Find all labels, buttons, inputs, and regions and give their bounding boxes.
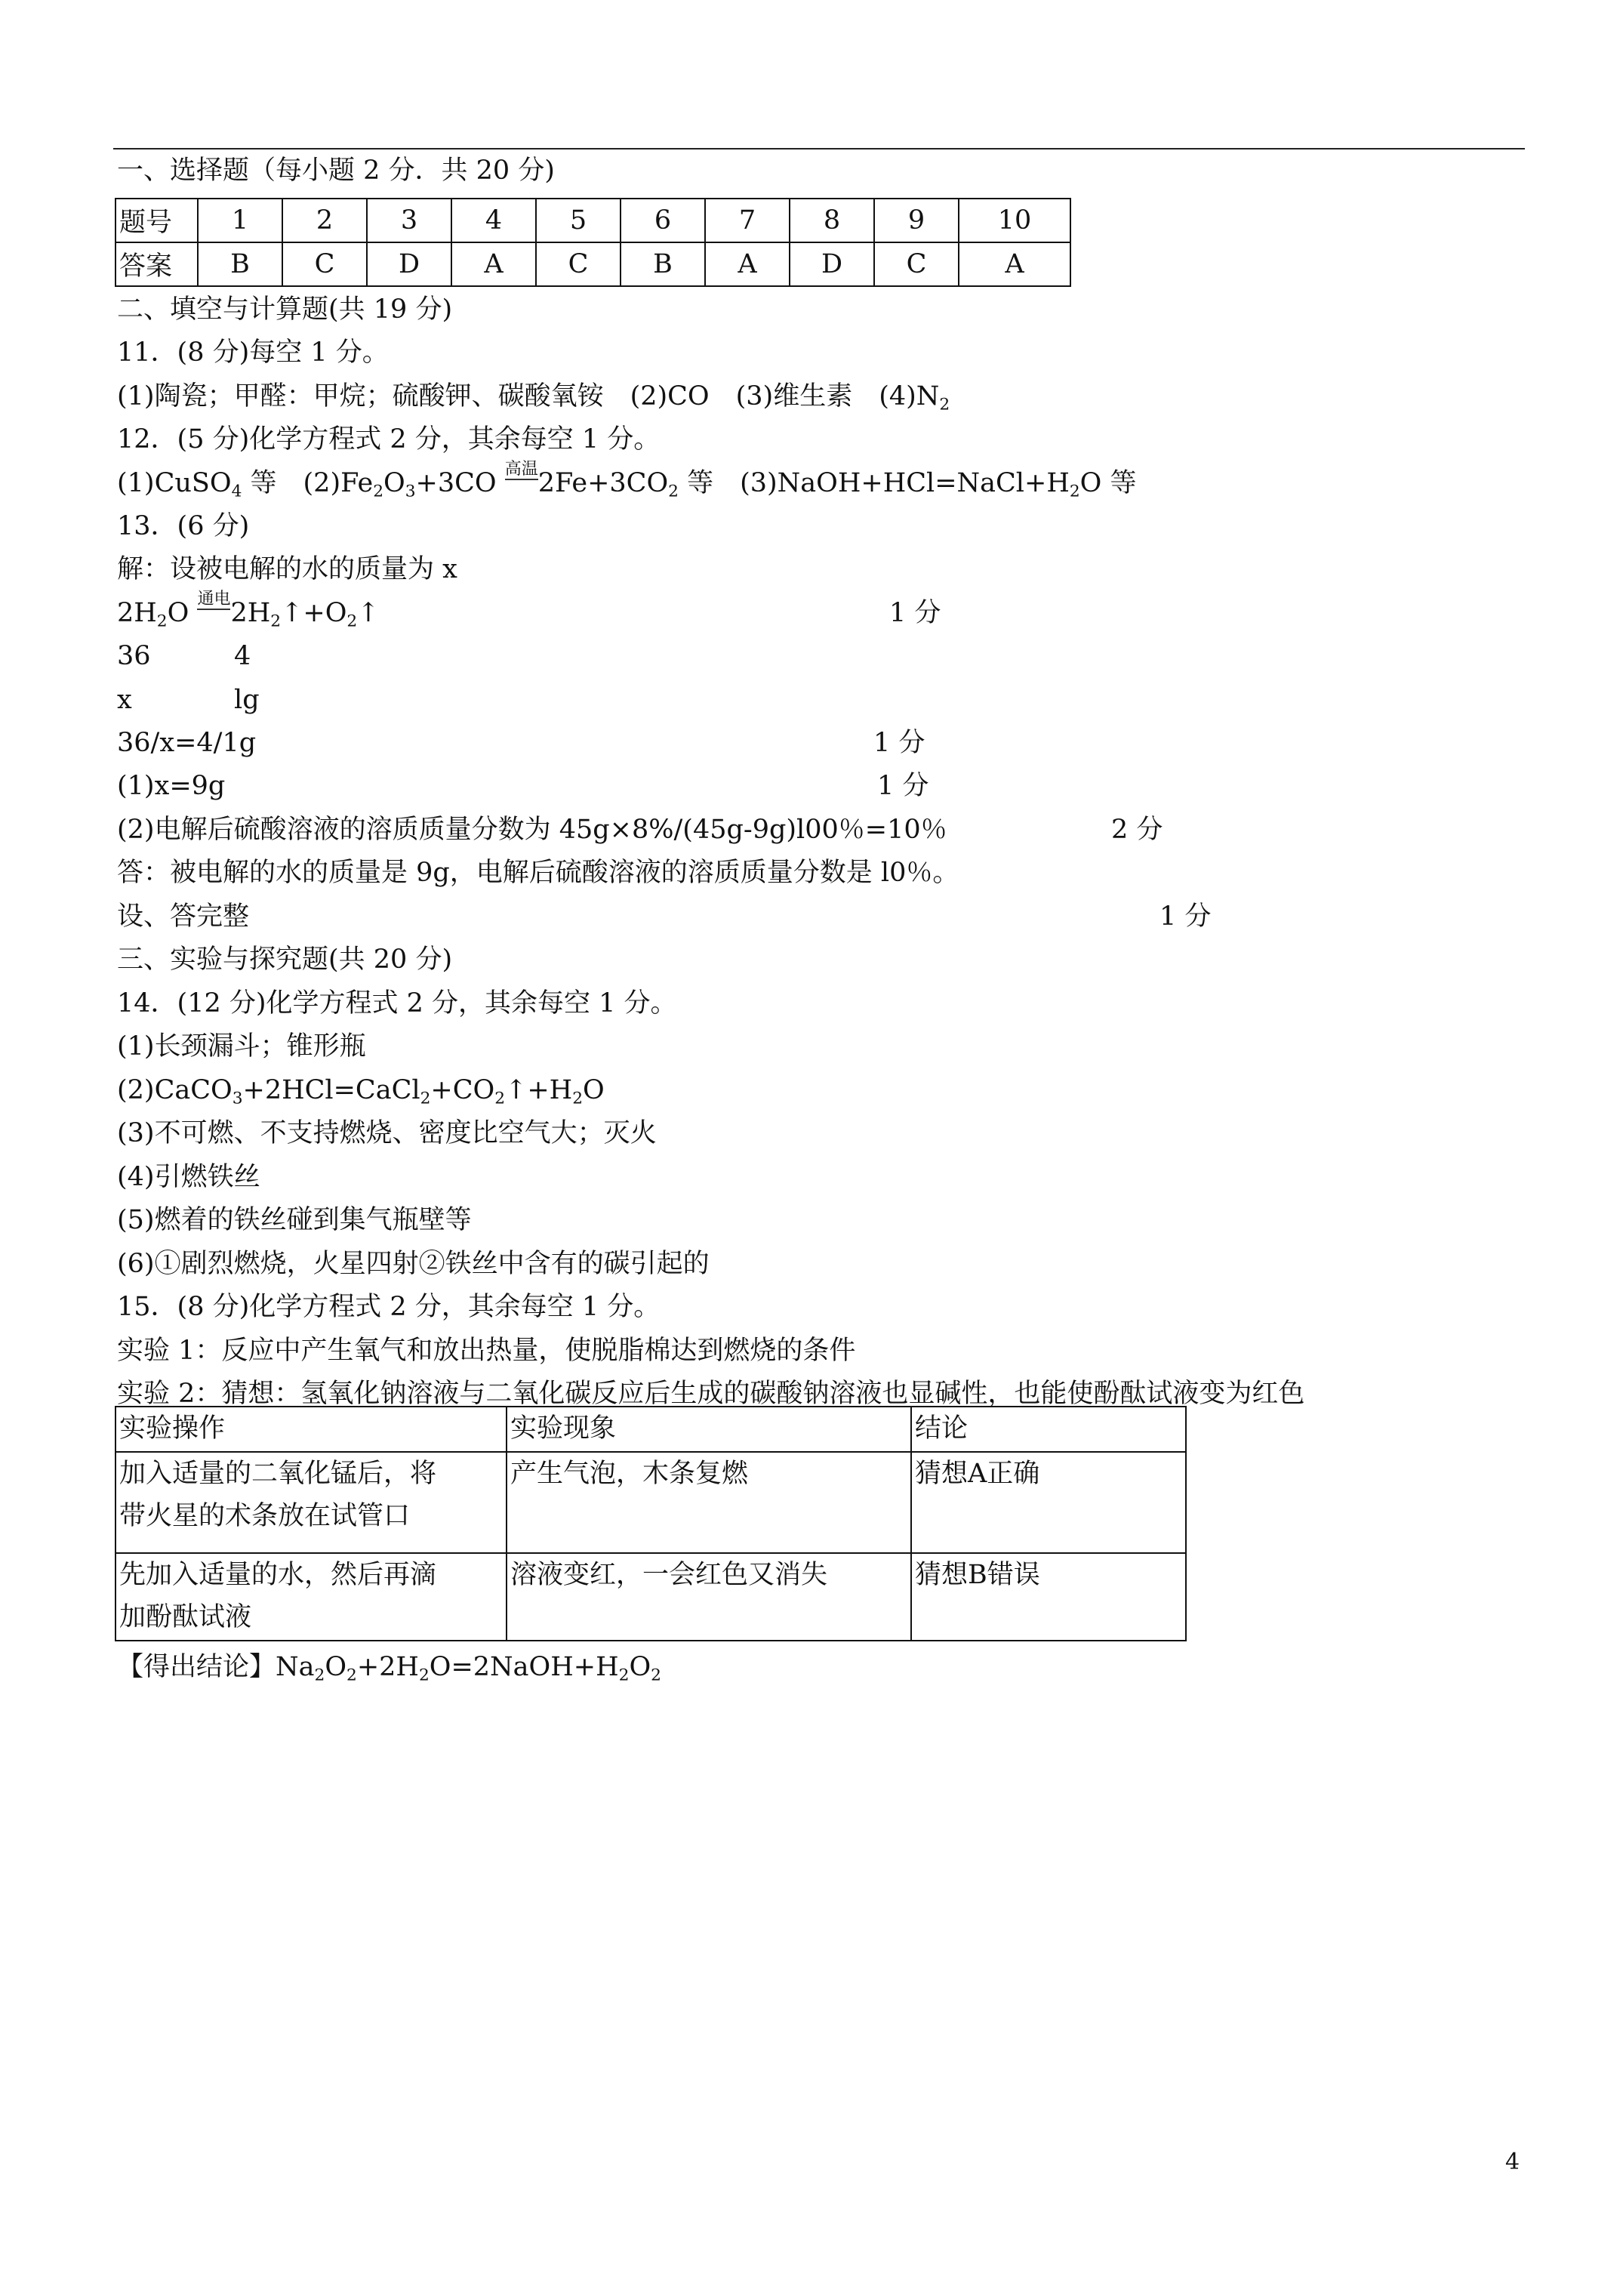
table-row	[115, 1553, 1186, 1641]
q14-header: 14．(12 分)化学方程式 2 分，其余每空 1 分。	[117, 988, 677, 1019]
question-number: 5	[536, 199, 621, 242]
table-row	[115, 1452, 1186, 1553]
q14-answer-1: (1)长颈漏斗；锥形瓶	[117, 1031, 366, 1062]
answer-cell: D	[790, 242, 874, 286]
question-number: 7	[705, 199, 790, 242]
q13-result-1: (1)x=9g	[117, 771, 226, 801]
q13-completeness: 设、答完整	[117, 901, 250, 932]
q13-mass-36: 36	[117, 641, 151, 671]
answer-table	[115, 198, 1071, 287]
score-mark: 1 分	[1160, 901, 1212, 932]
question-number: 6	[621, 199, 705, 242]
question-number: 1	[198, 199, 282, 242]
row-label-number: 题号	[115, 199, 198, 242]
page-number: 4	[1505, 2149, 1520, 2175]
q15-experiment-1: 实验 1：反应中产生氧气和放出热量，使脱脂棉达到燃烧的条件	[117, 1336, 856, 1366]
score-mark: 1 分	[877, 771, 929, 801]
answer-cell: B	[198, 242, 282, 286]
q12-header: 12．(5 分)化学方程式 2 分，其余每空 1 分。	[117, 424, 661, 455]
q12-answer: (1)CuSO$_4$ 等 $(2)Fe_2O_3+3CO$ 高温 $2Fe+3CO_2$ 等 $(3)NaOH+HCl=NaCl+H_2O$ 等	[117, 466, 1136, 504]
question-number: 3	[367, 199, 451, 242]
experiment-table-header	[115, 1407, 1186, 1452]
phenomenon-cell: 溶液变红，一会红色又消失	[507, 1553, 911, 1641]
operation-cell: 先加入适量的水，然后再滴 加酚酞试液	[115, 1553, 507, 1641]
header-conclusion: 结论	[911, 1407, 1186, 1452]
answer-table-number-row	[115, 199, 1070, 242]
answer-cell: B	[621, 242, 705, 286]
reaction-condition: 高温	[504, 460, 538, 479]
answer-cell: A	[451, 242, 536, 286]
q13-header: 13．(6 分)	[117, 511, 250, 541]
header-rule	[113, 148, 1525, 149]
question-number: 10	[959, 199, 1070, 242]
q14-answer-4: (4)引燃铁丝	[117, 1162, 260, 1192]
q13-result-2: (2)电解后硫酸溶液的溶质质量分数为 45g×8%/(45g-9g)l00％=10％	[117, 815, 947, 845]
section3-title: 三、实验与探究题(共 20 分)	[117, 945, 453, 975]
conclusion-cell: 猜想B错误	[911, 1553, 1186, 1641]
answer-cell: A	[959, 242, 1070, 286]
row-label-answer: 答案	[115, 242, 198, 286]
q13-setup: 解：设被电解的水的质量为 x	[117, 554, 457, 584]
reaction-condition: 通电	[197, 590, 231, 609]
q13-final-answer: 答：被电解的水的质量是 9g，电解后硫酸溶液的溶质质量分数是 l0％。	[117, 858, 959, 888]
q13-mass-4: 4	[234, 641, 251, 671]
score-mark: 2 分	[1111, 815, 1163, 845]
phenomenon-cell: 产生气泡，木条复燃	[507, 1452, 911, 1553]
q14-answer-2: $(2)CaCO_3+2HCl=CaCl_2+CO_2↑+H_2O$	[117, 1075, 605, 1108]
header-operation: 实验操作	[115, 1407, 507, 1452]
q13-given-1g: lg	[234, 685, 260, 715]
section2-title: 二、填空与计算题(共 19 分)	[117, 294, 453, 325]
answer-cell: C	[874, 242, 959, 286]
header-phenomenon: 实验现象	[507, 1407, 911, 1452]
q15-header: 15．(8 分)化学方程式 2 分，其余每空 1 分。	[117, 1292, 661, 1322]
q11-header: 11．(8 分)每空 1 分。	[117, 337, 389, 368]
q14-answer-6: (6)①剧烈燃烧，火星四射②铁丝中含有的碳引起的	[117, 1249, 710, 1279]
q14-answer-3: (3)不可燃、不支持燃烧、密度比空气大；灭火	[117, 1118, 657, 1148]
answer-cell: C	[536, 242, 621, 286]
answer-cell: C	[282, 242, 367, 286]
answer-table-answer-row	[115, 242, 1070, 286]
question-number: 9	[874, 199, 959, 242]
q13-unknown-x: x	[117, 685, 132, 715]
q15-experiment-2: 实验 2：猜想：氢氧化钠溶液与二氧化碳反应后生成的碳酸钠溶液也显碱性，也能使酚酞试液变为红色	[117, 1379, 1305, 1409]
question-number: 8	[790, 199, 874, 242]
score-mark: 1 分	[873, 728, 925, 758]
operation-cell: 加入适量的二氧化锰后，将 带火星的术条放在试管口	[115, 1452, 507, 1553]
section1-title: 一、选择题（每小题 2 分．共 20 分)	[117, 156, 555, 186]
experiment-table	[115, 1406, 1187, 1641]
q11-answer: (1)陶瓷；甲醛：甲烷；硫酸钾、碳酸氧铵 (2)CO (3)维生素 $(4)N_2$	[117, 381, 950, 415]
q13-equation: $2H_2O$ 通电 $2H_2↑+O_2↑$	[117, 596, 380, 634]
q14-answer-5: (5)燃着的铁丝碰到集气瓶壁等	[117, 1205, 472, 1235]
question-number: 4	[451, 199, 536, 242]
score-mark: 1 分	[889, 598, 941, 628]
answer-cell: D	[367, 242, 451, 286]
answer-cell: A	[705, 242, 790, 286]
conclusion-cell: 猜想A正确	[911, 1452, 1186, 1553]
q13-proportion: 36/x=4/1g	[117, 728, 257, 758]
q15-conclusion: 【得出结论】$Na_2O_2+2H_2O=2NaOH+H_2O_2$	[117, 1652, 661, 1685]
question-number: 2	[282, 199, 367, 242]
